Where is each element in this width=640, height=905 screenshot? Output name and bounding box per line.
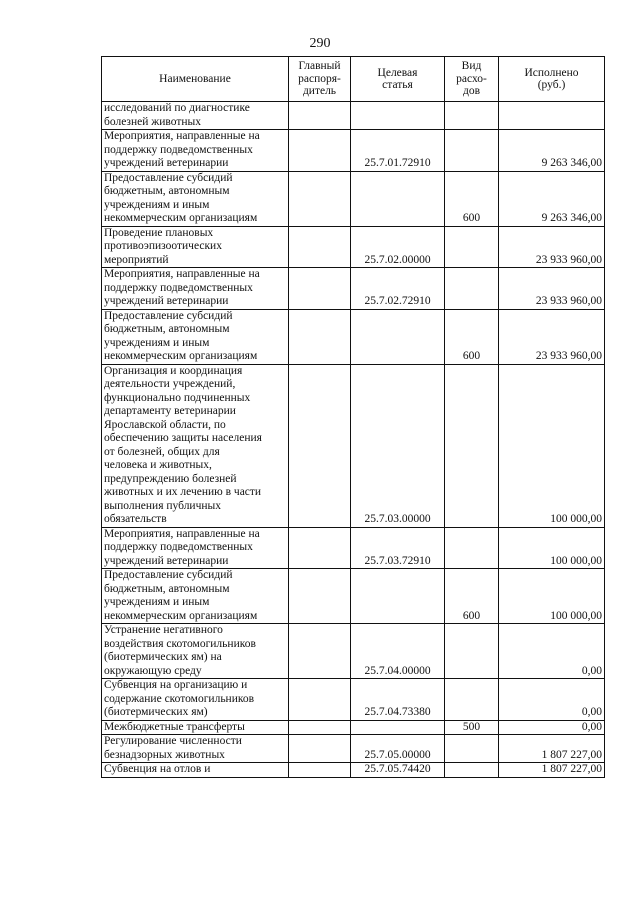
table-row	[102, 268, 605, 310]
cell-name: Межбюджетные трансферты	[102, 720, 289, 735]
cell-admin	[289, 569, 351, 624]
cell-amount: 0,00	[499, 720, 605, 735]
cell-target	[351, 720, 445, 735]
cell-target: 25.7.05.00000	[351, 735, 445, 763]
cell-target: 25.7.02.00000	[351, 226, 445, 268]
cell-type	[445, 268, 499, 310]
header-name	[102, 57, 289, 102]
table-row	[102, 102, 605, 130]
cell-admin	[289, 171, 351, 226]
cell-target	[351, 309, 445, 364]
cell-target: 25.7.03.00000	[351, 364, 445, 527]
cell-admin	[289, 624, 351, 679]
table-row	[102, 735, 605, 763]
cell-type	[445, 527, 499, 569]
table-row	[102, 679, 605, 721]
cell-admin	[289, 763, 351, 778]
cell-admin	[289, 130, 351, 172]
cell-name: Субвенция на отлов и	[102, 763, 289, 778]
cell-type	[445, 735, 499, 763]
cell-target	[351, 102, 445, 130]
cell-admin	[289, 735, 351, 763]
cell-name: Предоставление субсидий бюджетным, автономным учреждениям и иным некоммерческим организациям	[102, 309, 289, 364]
table-row	[102, 171, 605, 226]
cell-amount: 0,00	[499, 624, 605, 679]
budget-execution-table	[101, 56, 605, 778]
cell-name: Мероприятия, направленные на поддержку подведомственных учреждений ветеринарии	[102, 268, 289, 310]
cell-target: 25.7.03.72910	[351, 527, 445, 569]
table-row	[102, 364, 605, 527]
header-admin-label: Главный распоря- дитель	[298, 60, 341, 98]
cell-type	[445, 679, 499, 721]
cell-name: Мероприятия, направленные на поддержку подведомственных учреждений ветеринарии	[102, 130, 289, 172]
cell-name: исследований по диагностике болезней животных	[102, 102, 289, 130]
table-row	[102, 226, 605, 268]
table-row	[102, 763, 605, 778]
cell-amount: 23 933 960,00	[499, 268, 605, 310]
cell-type: 600	[445, 309, 499, 364]
table-row	[102, 720, 605, 735]
cell-admin	[289, 309, 351, 364]
cell-type: 600	[445, 171, 499, 226]
cell-target: 25.7.02.72910	[351, 268, 445, 310]
table-row	[102, 569, 605, 624]
cell-amount: 9 263 346,00	[499, 130, 605, 172]
cell-admin	[289, 226, 351, 268]
header-type	[445, 57, 499, 102]
cell-name: Предоставление субсидий бюджетным, автономным учреждениям и иным некоммерческим организациям	[102, 569, 289, 624]
page-number: 290	[309, 36, 331, 51]
cell-amount: 1 807 227,00	[499, 763, 605, 778]
cell-name: Субвенция на организацию и содержание скотомогильников (биотермических ям)	[102, 679, 289, 721]
cell-amount: 1 807 227,00	[499, 735, 605, 763]
cell-target	[351, 171, 445, 226]
header-amount-label: Исполнено (руб.)	[524, 66, 579, 91]
cell-name: Предоставление субсидий бюджетным, автономным учреждениям и иным некоммерческим организациям	[102, 171, 289, 226]
cell-admin	[289, 268, 351, 310]
cell-admin	[289, 679, 351, 721]
table-header-row	[102, 57, 605, 102]
cell-name: Мероприятия, направленные на поддержку подведомственных учреждений ветеринарии	[102, 527, 289, 569]
cell-name: Проведение плановых противоэпизоотических мероприятий	[102, 226, 289, 268]
header-target	[351, 57, 445, 102]
cell-type	[445, 130, 499, 172]
cell-target: 25.7.04.00000	[351, 624, 445, 679]
cell-admin	[289, 720, 351, 735]
header-admin	[289, 57, 351, 102]
cell-admin	[289, 102, 351, 130]
cell-name: Организация и координация деятельности учреждений, функционально подчиненных департаменту ветеринарии Ярославской области, по обеспечению защиты населения от болезней, общих для человека и животных, предупреждению болезней животных и их лечению в части выполнения публичных обязательств	[102, 364, 289, 527]
cell-type: 500	[445, 720, 499, 735]
cell-amount	[499, 102, 605, 130]
header-amount	[499, 57, 605, 102]
cell-name: Устранение негативного воздействия скотомогильников (биотермических ям) на окружающую среду	[102, 624, 289, 679]
cell-target: 25.7.01.72910	[351, 130, 445, 172]
table-row	[102, 130, 605, 172]
cell-amount: 23 933 960,00	[499, 309, 605, 364]
cell-type	[445, 364, 499, 527]
cell-target: 25.7.05.74420	[351, 763, 445, 778]
cell-amount: 100 000,00	[499, 364, 605, 527]
cell-amount: 100 000,00	[499, 569, 605, 624]
cell-admin	[289, 364, 351, 527]
cell-type	[445, 226, 499, 268]
cell-type: 600	[445, 569, 499, 624]
table-row	[102, 527, 605, 569]
cell-name: Регулирование численности безнадзорных животных	[102, 735, 289, 763]
header-target-label: Целевая статья	[377, 66, 418, 91]
cell-target: 25.7.04.73380	[351, 679, 445, 721]
cell-amount: 9 263 346,00	[499, 171, 605, 226]
cell-target	[351, 569, 445, 624]
cell-type	[445, 102, 499, 130]
header-name-label: Наименование	[159, 72, 231, 85]
cell-admin	[289, 527, 351, 569]
cell-type	[445, 624, 499, 679]
header-type-label: Вид расхо- дов	[456, 60, 487, 98]
table-body	[102, 102, 605, 778]
cell-type	[445, 763, 499, 778]
table-row	[102, 624, 605, 679]
cell-amount: 0,00	[499, 679, 605, 721]
cell-amount: 23 933 960,00	[499, 226, 605, 268]
table-row	[102, 309, 605, 364]
cell-amount: 100 000,00	[499, 527, 605, 569]
